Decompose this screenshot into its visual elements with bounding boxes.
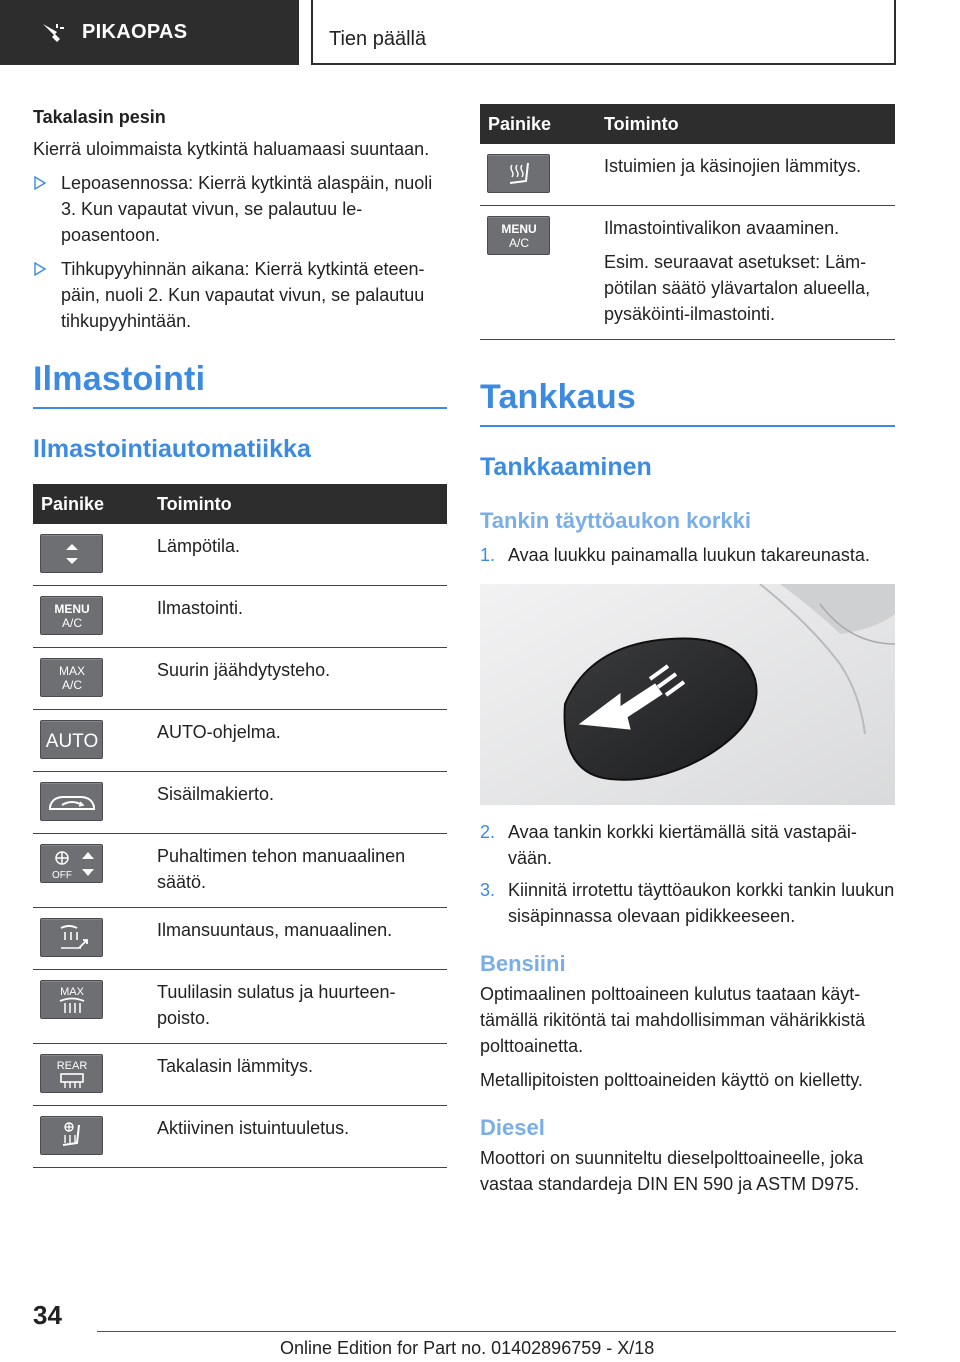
svg-text:MENU: MENU	[53, 601, 90, 616]
row-text: Suurin jäähdytysteho.	[157, 648, 447, 710]
svg-text:AUTO: AUTO	[45, 730, 98, 752]
row-text: Sisäilmakierto.	[157, 772, 447, 834]
triangle-bullet-icon	[33, 262, 47, 276]
ac-controls-table	[33, 484, 447, 1168]
rear-wiper-title: Takalasin pesin	[33, 107, 166, 127]
footer-rule	[97, 1331, 896, 1332]
row-text: Aktiivinen istuintuuletus.	[157, 1106, 447, 1168]
footer-edition: Online Edition for Part no. 01402896759 - X/18	[280, 1338, 655, 1358]
row-text: Tuulilasin sulatus ja huurteen‐ poisto.	[157, 970, 447, 1044]
menu-ac-icon	[487, 216, 550, 255]
air-distribution-icon	[40, 918, 103, 957]
svg-text:A/C: A/C	[61, 615, 82, 630]
row-text: Esim. seuraavat asetukset: Läm‐ pötilan säätö ylävartalon alueella, pysäköinti-ilmastointi.	[604, 252, 871, 324]
bullet-item	[33, 170, 447, 248]
max-defrost-icon	[40, 980, 103, 1019]
table-row	[33, 586, 447, 648]
table-row	[480, 144, 895, 206]
svg-text:MENU: MENU	[500, 221, 537, 236]
step-number: 2.	[480, 822, 496, 842]
row-text: Ilmastointivalikon avaaminen.	[604, 218, 840, 238]
petrol-text: Optimaalinen polttoaineen kulutus taataan käyt‐ tämällä rikitöntä tai mahdollisimman vähärikkistä polttoainetta.	[480, 984, 866, 1056]
left-column	[33, 104, 447, 1168]
step-text: Kiinnitä irrotettu täyttöaukon korkki tankin luukun sisäpinnassa olevaan pidikkeeseen.	[508, 880, 895, 926]
row-text: Ilmansuuntaus, manuaalinen.	[157, 908, 447, 970]
step-item	[480, 877, 895, 929]
svg-text:MAX: MAX	[58, 663, 85, 678]
header-tab[interactable]	[0, 0, 299, 65]
petrol-text: Metallipitoisten polttoaineiden käyttö on kielletty.	[480, 1070, 863, 1090]
row-text: AUTO-ohjelma.	[157, 710, 447, 772]
auto-icon	[40, 720, 103, 759]
seat-heating-icon	[487, 154, 550, 193]
column-header-button: Painike	[480, 104, 604, 144]
row-text: Istuimien ja käsinojien lämmitys.	[604, 144, 895, 206]
table-row	[33, 1106, 447, 1168]
table-row	[33, 908, 447, 970]
rear-wiper-bullets	[33, 170, 447, 334]
svg-text:A/C: A/C	[61, 677, 82, 692]
step-number: 3.	[480, 880, 496, 900]
subheading-tankkaaminen: Tankkaaminen	[480, 453, 652, 481]
svg-text:REAR: REAR	[56, 1059, 87, 1072]
seat-controls-table	[480, 104, 895, 340]
rear-wiper-intro: Kierrä uloimmaista kytkintä haluamaasi suuntaan.	[33, 139, 430, 159]
temperature-arrows-icon	[40, 534, 103, 573]
header-section	[311, 0, 896, 65]
step-text: Avaa luukku painamalla luukun takareunasta.	[508, 545, 870, 565]
step-number: 1.	[480, 545, 496, 565]
subheading-fuel-cap: Tankin täyttöaukon korkki	[480, 508, 751, 533]
row-text: Puhaltimen tehon manuaalinen säätö.	[157, 834, 447, 908]
diesel-text: Moottori on suunniteltu dieselpolttoaineelle, joka vastaa standardeja DIN EN 590 ja ASTM D975.	[480, 1148, 864, 1194]
step-item	[480, 819, 895, 871]
row-text: Takalasin lämmitys.	[157, 1044, 447, 1106]
subheading-petrol: Bensiini	[480, 951, 566, 976]
right-column	[480, 104, 895, 1197]
recirculation-icon	[40, 782, 103, 821]
bullet-text: Tihkupyyhinnän aikana: Kierrä kytkintä eteen‐ päin, nuoli 2. Kun vapautat vivun, se palautuu tihkupyyhintään.	[61, 259, 425, 331]
table-row	[33, 772, 447, 834]
fuel-flap-photo	[480, 584, 895, 805]
table-row	[33, 970, 447, 1044]
subheading-automatic-ac: Ilmastointiautomatiikka	[33, 435, 311, 463]
table-row	[480, 206, 895, 340]
page-number: 34	[33, 1300, 62, 1330]
column-header-function: Toiminto	[157, 484, 447, 524]
subheading-diesel: Diesel	[480, 1115, 545, 1140]
table-row	[33, 524, 447, 586]
quick-guide-icon	[40, 20, 66, 46]
bullet-item	[33, 256, 447, 334]
column-header-function: Toiminto	[604, 104, 895, 144]
table-row	[33, 648, 447, 710]
heading-rule	[33, 407, 447, 409]
triangle-bullet-icon	[33, 176, 47, 190]
table-row	[33, 834, 447, 908]
fan-off-icon	[40, 844, 103, 883]
rear-defrost-icon	[40, 1054, 103, 1093]
svg-text:A/C: A/C	[508, 235, 529, 250]
step-text: Avaa tankin korkki kiertämällä sitä vastapäi‐ vään.	[508, 822, 857, 868]
seat-ventilation-icon	[40, 1116, 103, 1155]
svg-text:MAX: MAX	[59, 985, 84, 998]
max-ac-icon	[40, 658, 103, 697]
table-row	[33, 710, 447, 772]
row-text: Lämpötila.	[157, 524, 447, 586]
header-tab-label: PIKAOPAS	[82, 21, 188, 43]
row-text: Ilmastointi.	[157, 586, 447, 648]
header-section-label: Tien päällä	[329, 28, 427, 50]
table-row	[33, 1044, 447, 1106]
bullet-text: Lepoasennossa: Kierrä kytkintä alaspäin, nuoli 3. Kun vapautat vivun, se palautuu le‐ poasentoon.	[61, 173, 433, 245]
heading-ilmastointi: Ilmastointi	[33, 360, 206, 398]
column-header-button: Painike	[33, 484, 157, 524]
menu-ac-icon	[40, 596, 103, 635]
svg-text:OFF: OFF	[51, 869, 72, 881]
heading-rule	[480, 425, 895, 427]
step-item	[480, 542, 895, 568]
heading-tankkaus: Tankkaus	[480, 378, 636, 416]
